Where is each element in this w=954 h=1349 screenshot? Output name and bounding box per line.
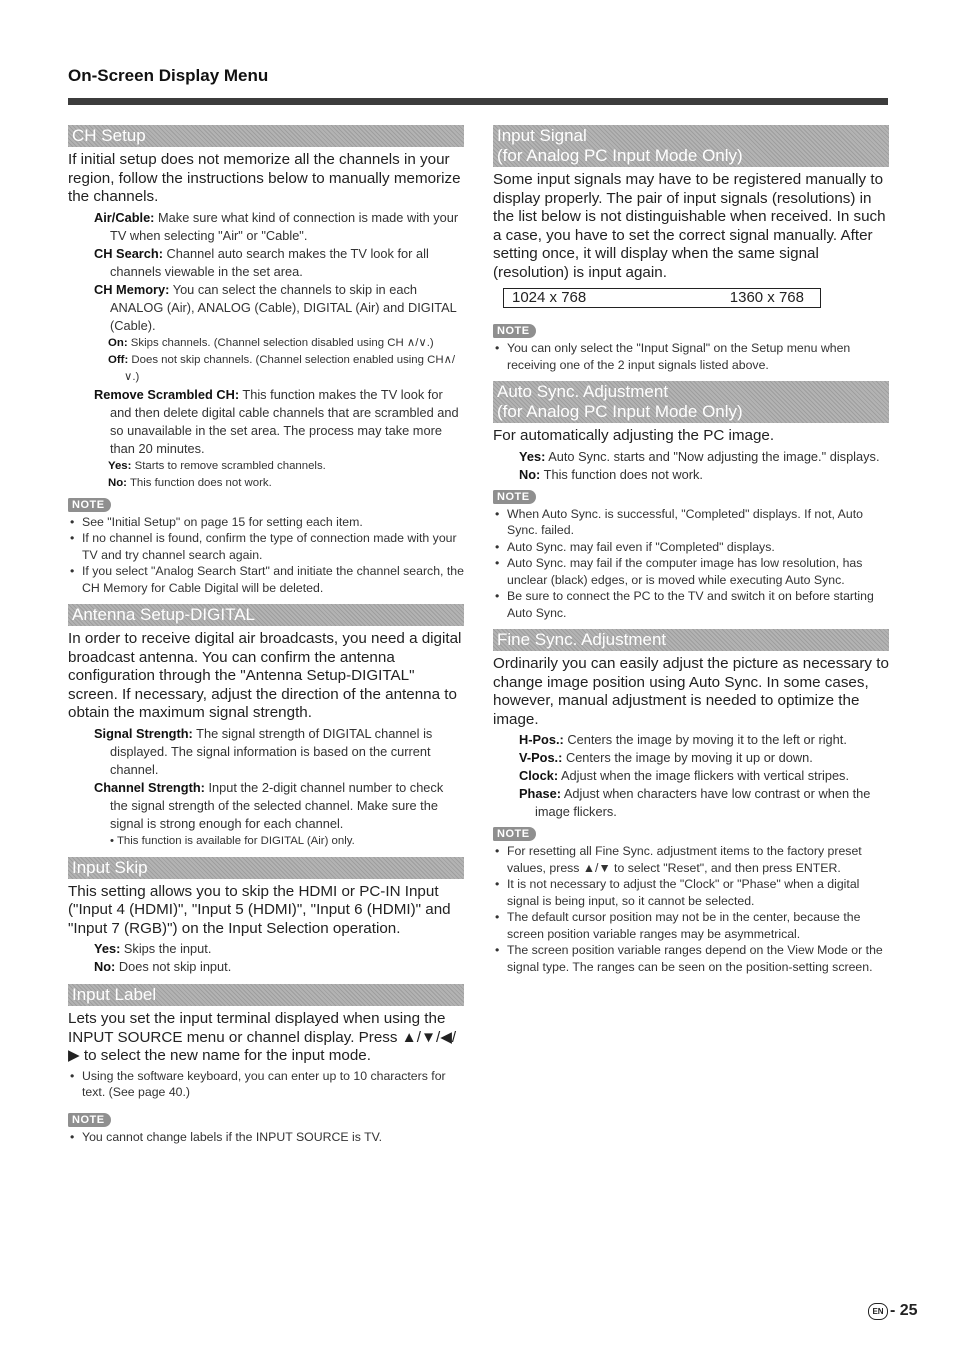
- h-pos-item: H-Pos.: Centers the image by moving it to the left or right.: [519, 732, 847, 747]
- fine-sync-intro: Ordinarily you can easily adjust the picture as necessary to change image position using Auto Sync. In some cases, however, manual adjustment is needed to optimize the image.: [493, 655, 889, 728]
- bullet-item: • Using the software keyboard, you can enter up to 10 characters for text. (See page 40.): [68, 1068, 464, 1101]
- ch-memory-off: Off: Does not skip channels. (Channel selection enabled using CH∧/∨.): [108, 353, 456, 383]
- ch-search-item: CH Search: Channel auto search makes the TV look for all channels viewable in the set area.: [94, 245, 429, 279]
- remove-scrambled-yes: Yes: Starts to remove scrambled channels.: [108, 459, 326, 472]
- resolution-a: 1024 x 768: [512, 289, 587, 306]
- signal-strength-item: Signal Strength: The signal strength of DIGITAL channel is displayed. The signal information is based on the current channel.: [94, 725, 433, 777]
- input-skip-section: [68, 857, 464, 977]
- note-item: • The default cursor position may not be in the center, because the screen position variable ranges may be asymmetrical.: [493, 909, 889, 942]
- input-label-intro: Lets you set the input terminal displayed when using the INPUT SOURCE menu or channel display. Press ▲/▼/◀/▶ to select the new name for the input mode.: [68, 1010, 457, 1064]
- phase-item: Phase: Adjust when characters have low contrast or when the image flickers.: [519, 786, 871, 819]
- auto-sync-intro: For automatically adjusting the PC image.: [493, 427, 775, 444]
- note-item: • If no channel is found, confirm the type of connection made with your TV and try channel search again.: [68, 530, 464, 563]
- input-label-section: [68, 984, 464, 1145]
- note-item: • See "Initial Setup" on page 15 for setting each item.: [68, 514, 464, 531]
- auto-sync-section: [493, 381, 889, 621]
- antenna-bullet: • This function is available for DIGITAL (Air) only.: [110, 834, 355, 847]
- note-item: • It is not necessary to adjust the "Clock" or "Phase" when a digital signal is being input, so it cannot be selected.: [493, 876, 889, 909]
- note-item: • Be sure to connect the PC to the TV and switch it on before starting Auto Sync.: [493, 588, 889, 621]
- input-signal-intro: Some input signals may have to be registered manually to display properly. The pair of input signals (resolutions) in the list below is not distinguishable when received. In such a case, you have to set the correct signal manually. After setting once, it will display when the same signal (resolution) is input again.: [493, 171, 886, 281]
- note-item: • If you select "Analog Search Start" and initiate the channel search, the CH Memory for Cable Digital will be deleted.: [68, 563, 464, 596]
- note-badge-icon: NOTE: [493, 324, 536, 338]
- note-badge-icon: NOTE: [68, 498, 111, 512]
- note-badge-icon: NOTE: [493, 490, 536, 504]
- input-signal-section: [493, 125, 889, 373]
- left-column: [68, 125, 464, 1153]
- clock-item: Clock: Adjust when the image flickers with vertical stripes.: [519, 768, 850, 783]
- note-item: • You cannot change labels if the INPUT SOURCE is TV.: [68, 1129, 464, 1146]
- antenna-heading: Antenna Setup-DIGITAL: [68, 604, 464, 626]
- fine-sync-heading: Fine Sync. Adjustment: [493, 629, 889, 651]
- resolution-box: [503, 288, 821, 308]
- remove-scrambled-no: No: This function does not work.: [108, 476, 272, 489]
- header-rule: [68, 98, 888, 105]
- auto-sync-heading: Auto Sync. Adjustment (for Analog PC Input Mode Only): [493, 381, 889, 423]
- fine-sync-notes: [493, 843, 889, 975]
- page-title: On-Screen Display Menu: [68, 66, 269, 85]
- input-signal-heading: Input Signal (for Analog PC Input Mode Only): [493, 125, 889, 167]
- note-badge-icon: NOTE: [68, 1113, 111, 1127]
- auto-sync-no: No: This function does not work.: [519, 466, 703, 482]
- input-signal-notes: [493, 340, 889, 373]
- ch-setup-section: [68, 125, 464, 596]
- ch-setup-intro: If initial setup does not memorize all the channels in your region, follow the instructions below to manually memorize the channels.: [68, 151, 461, 205]
- auto-sync-notes: [493, 506, 889, 622]
- input-label-notes: [68, 1129, 464, 1146]
- fine-sync-section: [493, 629, 889, 975]
- air-cable-item: Air/Cable: Make sure what kind of connection is made with your TV when selecting "Air" or "Cable".: [94, 209, 459, 243]
- auto-sync-yes: Yes: Auto Sync. starts and "Now adjusting the image." displays.: [519, 448, 880, 464]
- note-badge-icon: NOTE: [493, 827, 536, 841]
- input-skip-intro: This setting allows you to skip the HDMI or PC-IN Input ("Input 4 (HDMI)", "Input 5 (HDMI)", "Input 6 (HDMI)" and "Input 7 (RGB)") on the Input Selection operation.: [68, 882, 451, 937]
- input-label-bullets: [68, 1068, 464, 1101]
- remove-scrambled-item: Remove Scrambled CH: This function makes the TV look for and then delete digital cable channels that are scrambled and so unavailable in the set area. The process may take more than 20 minutes.: [94, 386, 459, 456]
- ch-memory-on: On: Skips channels. (Channel selection disabled using CH ∧/∨.): [108, 336, 434, 349]
- note-item: • For resetting all Fine Sync. adjustment items to the factory preset values, press ▲/▼ to select "Reset", and then press ENTER.: [493, 843, 889, 876]
- note-item: • When Auto Sync. is successful, "Completed" displays. If not, Auto Sync. failed.: [493, 506, 889, 539]
- input-skip-heading: Input Skip: [68, 857, 464, 879]
- resolution-b: 1360 x 768: [729, 289, 804, 306]
- ch-memory-item: CH Memory: You can select the channels to skip in each ANALOG (Air), ANALOG (Cable), DIGITAL (Air) and DIGITAL (Cable).: [94, 281, 457, 333]
- note-item: • Auto Sync. may fail if the computer image has low resolution, has unclear (black) edges, or is moved while executing Auto Sync.: [493, 555, 889, 588]
- page-number: [868, 1302, 918, 1320]
- antenna-section: [68, 604, 464, 849]
- note-item: • The screen position variable ranges depend on the View Mode or the signal type. The ranges can be seen on the position-setting screen.: [493, 942, 889, 975]
- channel-strength-item: Channel Strength: Input the 2-digit channel number to check the signal strength of the selected channel. Make sure the signal is strong enough for each channel.: [94, 779, 444, 831]
- ch-setup-heading: CH Setup: [68, 125, 464, 147]
- input-skip-yes: Yes: Skips the input.: [94, 941, 212, 956]
- input-skip-no: No: Does not skip input.: [94, 959, 232, 974]
- ch-setup-notes: [68, 514, 464, 597]
- note-item: • Auto Sync. may fail even if "Completed" displays.: [493, 539, 889, 556]
- note-item: • You can only select the "Input Signal" on the Setup menu when receiving one of the 2 input signals listed above.: [493, 340, 889, 373]
- antenna-intro: In order to receive digital air broadcasts, you need a digital broadcast antenna. You can confirm the antenna configuration through the "Antenna Setup-DIGITAL" screen. If necessary, adjust the direction of the antenna to obtain the maximum signal strength.: [68, 630, 462, 721]
- right-column: [493, 125, 889, 983]
- page-number-text: - 25: [890, 1302, 918, 1319]
- en-language-icon: EN: [868, 1303, 888, 1320]
- v-pos-item: V-Pos.: Centers the image by moving it up or down.: [519, 750, 813, 765]
- input-label-heading: Input Label: [68, 984, 464, 1006]
